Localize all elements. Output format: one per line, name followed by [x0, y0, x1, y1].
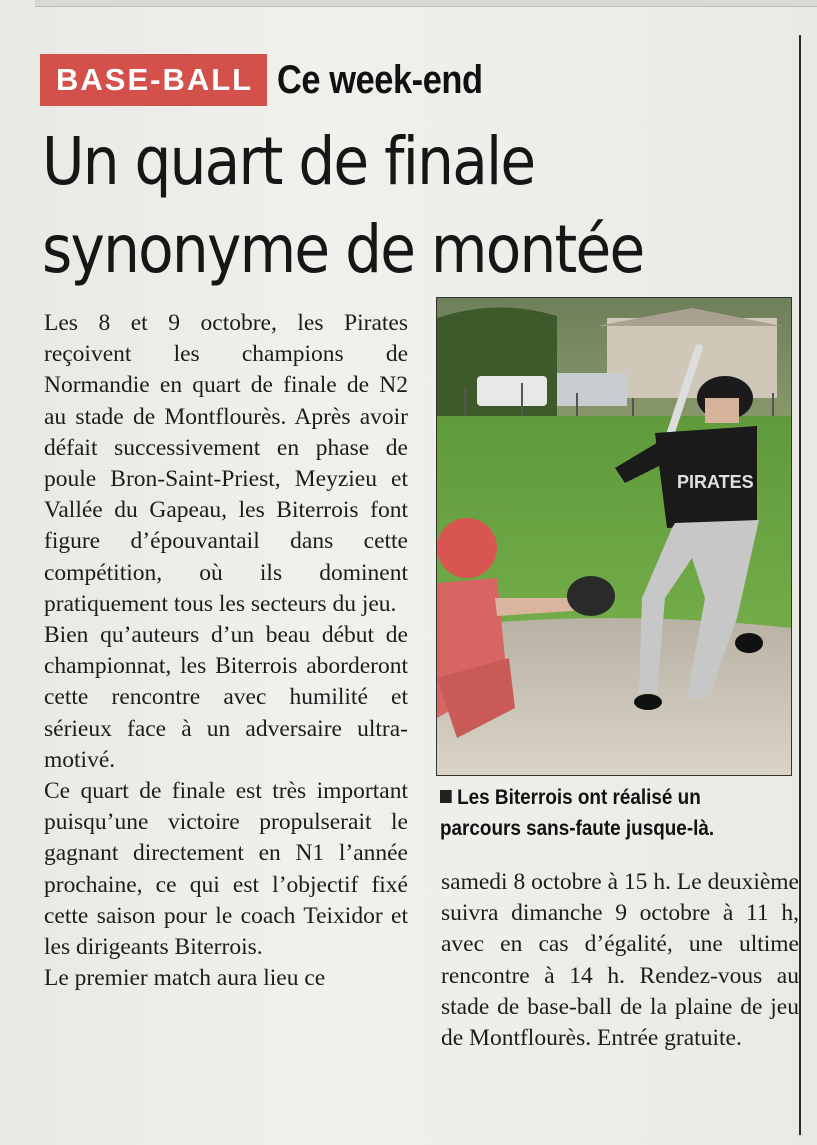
kicker-row — [40, 52, 516, 108]
headline — [42, 118, 711, 294]
headline-line-1: Un quart de finale — [42, 123, 535, 200]
body-column-1 — [44, 308, 408, 994]
photo-caption — [440, 782, 764, 844]
baseball-photo — [436, 297, 792, 776]
column-rule — [799, 35, 801, 1135]
body-paragraph-4: Le premier match aura lieu ce — [44, 965, 326, 992]
kicker-title: Ce week-end — [277, 57, 483, 102]
body-paragraph-5: samedi 8 octobre à 15 h. Le deuxième suivra dimanche 9 octobre à 11 h, avec en cas d’égalité, une ultime rencontre à 14 h. Rendez-vous au stade de base-ball de la plaine de jeu de Montflourès. Entrée gratuite. — [441, 869, 799, 1052]
body-paragraph-3: Ce quart de finale est très important puisqu’une victoire propulserait le gagnant directement en N1 l’année prochaine, ce qui est l’objectif fixé cette saison pour le coach Teixidor et les dirigeants Biterrois. — [44, 778, 408, 961]
top-rule — [35, 0, 817, 7]
section-kicker: BASE-BALL — [40, 54, 267, 106]
body-paragraph-2: Bien qu’auteurs d’un beau début de championnat, les Biterrois aborderont cette rencontre avec humilité et sérieux face à un adversaire ultra-motivé. — [44, 622, 408, 773]
caption-square-bullet-icon — [440, 790, 452, 803]
caption-line-2: parcours sans-faute jusque-là. — [440, 817, 715, 840]
body-paragraph-1: Les 8 et 9 octobre, les Pirates reçoivent les champions de Normandie en quart de finale de N2 au stade de Montflourès. Après avoir défait successivement en phase de poule Bron-Saint-Priest, Meyzieu et Vallée du Gapeau, les Biterrois font figure d’épouvantail dans cette compétition, où ils dominent pratiquement tous les secteurs du jeu. — [44, 310, 408, 617]
caption-line-1: Les Biterrois ont réalisé un — [457, 786, 701, 809]
jersey-text: PIRATES — [677, 472, 754, 492]
headline-line-2: synonyme de montée — [42, 211, 644, 288]
body-column-2 — [441, 867, 799, 1054]
